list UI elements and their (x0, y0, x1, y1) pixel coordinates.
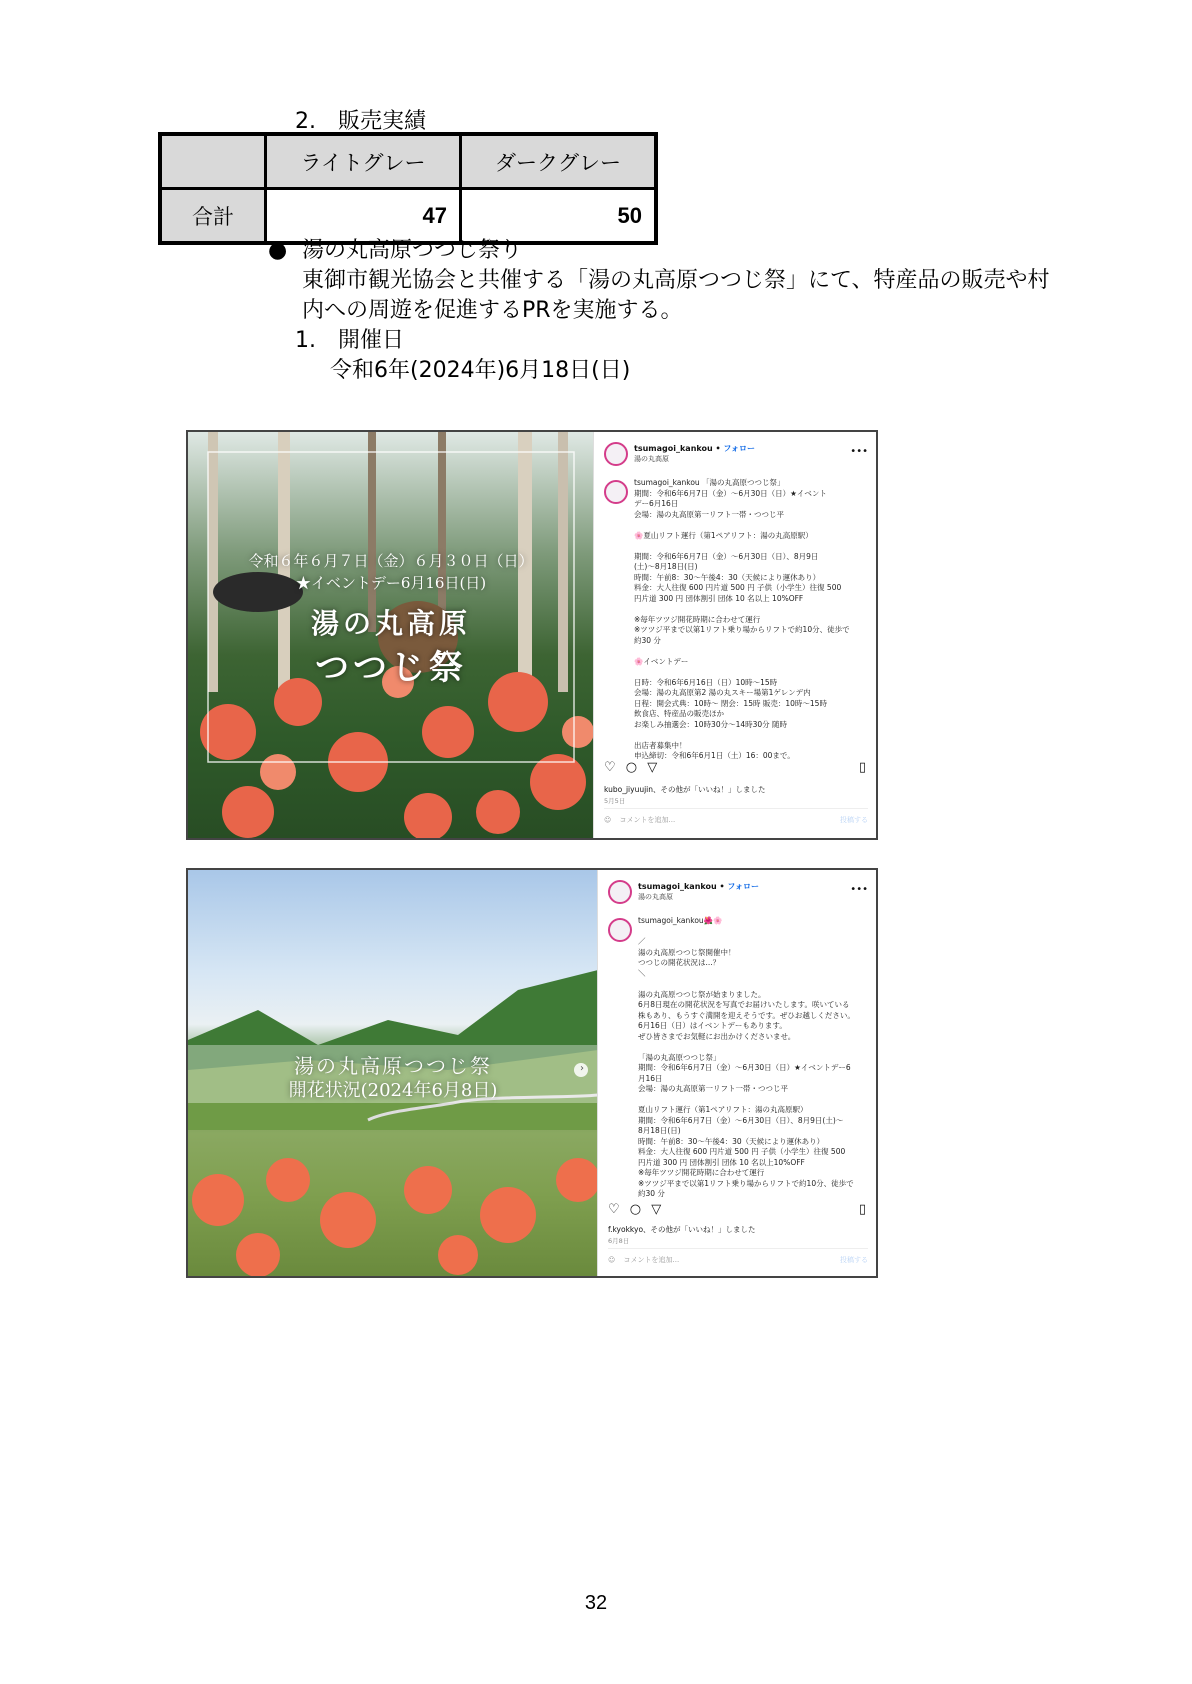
bullet-body-line2: 内への周遊を促進するPRを実施する。 (302, 298, 683, 323)
post-2-username-row: tsumagoi_kankou • フォロー (638, 882, 759, 891)
table-cell-dark-gray-total: 50 (461, 189, 657, 244)
instagram-post-1 (186, 430, 878, 840)
post-2-comment-bar (608, 1248, 868, 1275)
post-1-username-row: tsumagoi_kankou • フォロー (634, 444, 755, 453)
post-1-comment-bar (604, 808, 868, 835)
bookmark-icon[interactable]: ▯ (858, 760, 866, 775)
post-1-sidebar (593, 432, 876, 838)
carousel-next-icon[interactable]: › (580, 1063, 584, 1074)
post-2-follow-button[interactable]: フォロー (727, 882, 759, 891)
table-header-row (160, 134, 656, 189)
post-button[interactable]: 投稿する (840, 816, 868, 824)
post-1-actions (604, 760, 866, 776)
post-1-overlay-title2: つつじ祭 (315, 648, 467, 688)
post-1-username[interactable]: tsumagoi_kankou (634, 444, 713, 453)
profile-avatar[interactable] (608, 880, 632, 904)
table-header-empty (160, 134, 266, 189)
post-2-image (188, 870, 598, 1276)
bookmark-icon[interactable]: ▯ (858, 1202, 866, 1217)
post-1-header (604, 440, 868, 470)
more-options-icon[interactable]: ••• (850, 884, 868, 895)
post-2-actions (608, 1202, 866, 1218)
comment-icon[interactable]: ○ (629, 1202, 642, 1217)
table-header-dark-gray: ダークグレー (461, 134, 657, 189)
table-header-light-gray: ライトグレー (266, 134, 461, 189)
post-1-overlay-title1: 湯の丸高原 (310, 607, 471, 640)
more-options-icon[interactable]: ••• (850, 446, 868, 457)
section-heading: 2. 販売実績 (295, 109, 426, 134)
table-row-label: 合計 (160, 189, 266, 244)
post-1-overlay-dates: 令和６年６月７日（金）６月３０日（日） (248, 552, 534, 570)
post-1-location[interactable]: 湯の丸高原 (634, 455, 669, 463)
profile-avatar[interactable] (604, 442, 628, 466)
post-1-caption: tsumagoi_kankou 「湯の丸高原つつじ祭」 期間：令和6年6月7日（金）～6月30日（日）★イベント デー6月16日 会場：湯の丸高原第一リフト一帯・つつじ平 🌸夏山リフト運行（第1ペアリフト：湯の丸高原駅） 期間：令和6年6月7日（金）～6月30日（日）、8月9日 (土)～8月18日(日) 時間：午前8：30～午後4：30（天候により運休あり） 料金：大人往復 600 円片道 500 円 子供（小学生）往復 500 円片道 300 円 団体割引 団体 10 名以上 10%OFF ※毎年ツツジ開花時期に合わせて運行 ※ツツジ平まで以第1リフト乗り場からリフトで約10分、徒歩で 約30 分 🌸イベントデー 日時：令和6年6月16日（日）10時～15時 会場：湯の丸高原第2 湯の丸スキー場第1ゲレンデ内 日程：開会式典：10時～ 閉会：15時 販売：10時～15時 飲食店、特産品の販売ほか お楽しみ抽選会：10時30分～14時30分 随時 出店者募集中！ 申込締切：令和6年6月1日（土）16：00まで。 (634, 478, 850, 760)
post-2-overlay-title: 湯の丸高原つつじ祭 (294, 1054, 492, 1078)
table-cell-light-gray-total: 47 (266, 189, 461, 244)
post-1-date: 5月5日 (604, 797, 626, 805)
page-number: 32 (584, 1592, 608, 1614)
post-2-date: 6月8日 (608, 1237, 630, 1245)
bullet-title: 湯の丸高原つつじ祭り (302, 238, 523, 263)
instagram-post-2 (186, 868, 878, 1278)
post-2-likes[interactable]: f.kyokkyo、その他が「いいね！」しました (608, 1225, 756, 1234)
post-2-username[interactable]: tsumagoi_kankou (638, 882, 717, 891)
table-row (160, 189, 656, 244)
post-1-follow-button[interactable]: フォロー (723, 444, 755, 453)
sub-heading: 1. 開催日 (295, 328, 404, 353)
bullet-dot: ● (268, 238, 288, 263)
share-icon[interactable]: ▽ (651, 1202, 662, 1217)
caption-avatar[interactable] (604, 480, 628, 504)
post-2-sidebar (597, 870, 876, 1276)
post-button[interactable]: 投稿する (840, 1256, 868, 1264)
post-2-header (608, 878, 868, 908)
post-2-caption: tsumagoi_kankou🌺🌸 ／ 湯の丸高原つつじ祭開催中！ つつじの開花状況は...？ ＼ 湯の丸高原つつじ祭が始まりました。 6月8日現在の開花状況を写真でお届けいたします。咲いている 株もあり、もうすぐ満開を迎えそうです。ぜひお越しください。 6月16日（日）はイベントデーもあります。 ぜひ皆さまでお気軽にお出かけくださいませ。 「湯の丸高原つつじ祭」 期間：令和6年6月7日（金）～6月30日（日）★イベントデー6 月16日 会場：湯の丸高原第一リフト一帯・つつじ平 夏山リフト運行（第1ペアリフト：湯の丸高原駅） 期間：令和6年6月7日（金）～6月30日（日）、8月9日(土)～ 8月18日(日) 時間：午前8：30～午後4：30（天候により運休あり） 料金：大人往復 600 円片道 500 円 子供（小学生）往復 500 円片道 300 円 団体割引 団体 10 名以上10%OFF ※毎年ツツジ開花時期に合わせて運行 ※ツツジ平まで以第1リフト乗り場からリフトで約10分、徒歩で 約30 分 (638, 916, 855, 1198)
post-1-overlay-event: ★イベントデー6月16日(日) (295, 574, 487, 592)
emoji-icon[interactable]: ☺ (604, 816, 612, 824)
post-2-overlay-status: 開花状況(2024年6月8日) (288, 1080, 498, 1101)
like-icon[interactable]: ♡ (608, 1202, 620, 1217)
share-icon[interactable]: ▽ (647, 760, 658, 775)
post-2-location[interactable]: 湯の丸高原 (638, 893, 673, 901)
bullet-body-line1: 東御市観光協会と共催する「湯の丸高原つつじ祭」にて、特産品の販売や村 (302, 268, 1050, 293)
emoji-icon[interactable]: ☺ (608, 1256, 616, 1264)
comment-input[interactable]: コメントを追加... (623, 1256, 680, 1264)
caption-avatar[interactable] (608, 918, 632, 942)
comment-input[interactable]: コメントを追加... (619, 816, 676, 824)
post-1-likes[interactable]: kubo_jiyuujin、その他が「いいね！」しました (604, 785, 766, 794)
sales-table (158, 132, 658, 245)
post-1-image (188, 432, 594, 838)
event-date: 令和6年(2024年)6月18日(日) (330, 358, 631, 383)
like-icon[interactable]: ♡ (604, 760, 616, 775)
comment-icon[interactable]: ○ (625, 760, 638, 775)
